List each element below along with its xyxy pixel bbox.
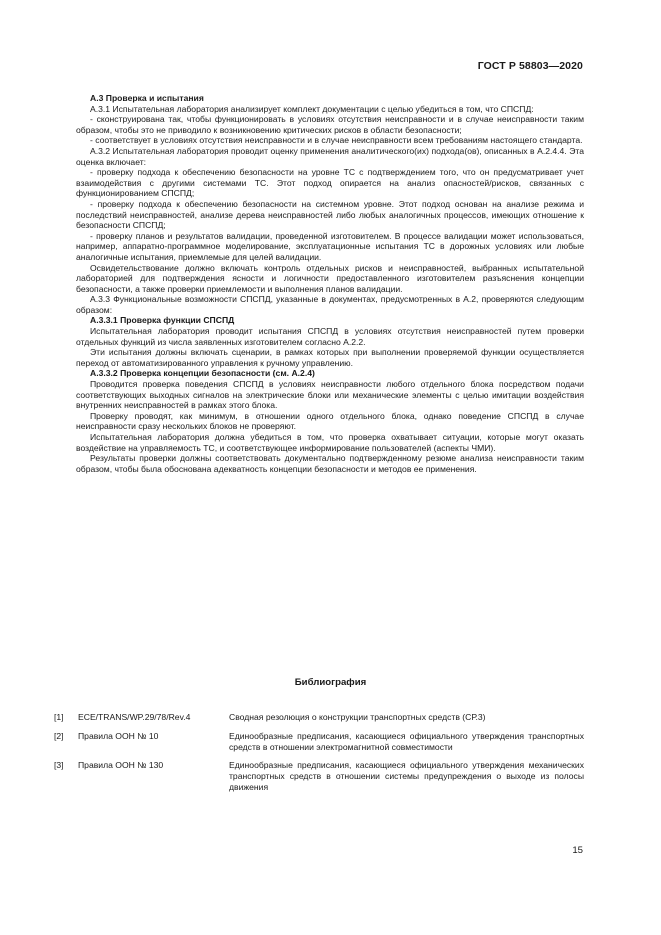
paragraph: Испытательная лаборатория должна убедиться в том, что проверка охватывает ситуации, которые могут оказать воздействие на управляемость ТС, и соответствующее информирование пользователей (аспекты ЧМИ). (76, 432, 584, 453)
list-item: - соответствует в условиях отсутствия неисправности и в случае неисправности всем требованиям настоящего стандарта. (90, 135, 583, 146)
list-item: - сконструирована так, чтобы функционировать в условиях отсутствия неисправности и в случае неисправности таким образом, чтобы это не приводило к возникновению критических рисков в области безопасности; (76, 114, 584, 135)
section-body (76, 93, 584, 474)
bibliography-entry (54, 731, 584, 753)
bibliography-entry (54, 712, 584, 723)
paragraph: Проверку проводят, как минимум, в отношении одного отдельного блока, однако поведение СПСПД в случае неисправности сразу нескольких блоков не проверяют. (76, 410, 584, 432)
paragraph: Освидетельствование должно включать контроль отдельных рисков и неисправностей, выбранных испытательной лабораторией для подтверждения ясности и логичности предоставленного изготовителем разъяснения концепции безопасности, а также проверки приемлемости и выполнения планов валидации. (76, 262, 584, 294)
paragraph: А.3.2 Испытательная лаборатория проводит оценку применения аналитического(их) подхода(ов), описанных в А.2.4.4. Эта оценка включает: (76, 145, 584, 167)
entry-code: Правила ООН № 130 (78, 760, 164, 771)
entry-code: ECE/TRANS/WP.29/78/Rev.4 (78, 712, 191, 722)
subsection-title: А.3.3.1 Проверка функции СПСПД (90, 315, 235, 326)
standard-code-header: ГОСТ Р 58803—2020 (477, 60, 583, 72)
list-item: - проверку подхода к обеспечению безопасности на системном уровне. Этот подход основан на анализе режима и последствий неисправностей, анализе дерева неисправностей либо любых аналогичных процессов, имеющих отношение к безопасности СПСПД; (76, 198, 584, 231)
paragraph: А.3.1 Испытательная лаборатория анализирует комплект документации с целью убедиться в том, что СПСПД: (90, 103, 534, 114)
paragraph: Испытательная лаборатория проводит испытания СПСПД в условиях отсутствия неисправностей путем проверки отдельных функций из числа заявленных изготовителем согласно А.2.2. (76, 326, 584, 347)
entry-description: Единообразные предписания, касающиеся официального утверждения механических транспортных средств в отношении системы предупреждения о выходе из полосы движения (229, 760, 584, 792)
list-item: - проверку подхода к обеспечению безопасности на уровне ТС с подтверждением того, что он предусматривает учет взаимодействия с другими системами ТС. Этот подход опирается на анализ опасностей/рисков, связанных с функционированием СПСПД; (76, 167, 584, 199)
entry-code: Правила ООН № 10 (78, 730, 159, 741)
entry-number: [1] (54, 712, 64, 722)
entry-number: [2] (54, 730, 64, 741)
bibliography-title: Библиография (294, 677, 367, 688)
entry-description: Сводная резолюция о конструкции транспортных средств (СР.3) (229, 712, 486, 722)
bibliography-entry (54, 760, 584, 792)
paragraph: Проводится проверка поведения СПСПД в условиях неисправности любого отдельного блока посредством подачи соответствующих выходных сигналов на электрические блоки или механические элементы с целью имитации воздействия внутренних неисправностей в рамках этого блока. (76, 379, 584, 411)
paragraph: А.3.3 Функциональные возможности СПСПД, указанные в документах, предусмотренных в А.2, проверяются следующим образом: (76, 294, 584, 315)
subsection-title: А.3.3.2 Проверка концепции безопасности (см. А.2.4) (90, 368, 315, 379)
section-title: А.3 Проверка и испытания (90, 93, 204, 103)
list-item: - проверку планов и результатов валидации, проведенной изготовителем. В процессе валидации может использоваться, например, аппаратно-программное моделирование, эксплуатационные испытания ТС в дорожных условиях или любые аналогичные испытания, приемлемые для целей валидации. (76, 230, 584, 262)
entry-description: Единообразные предписания, касающиеся официального утверждения транспортных средств в отношении электромагнитной совместимости (229, 730, 584, 752)
page-number: 15 (572, 845, 583, 856)
bibliography-list (54, 712, 584, 801)
paragraph: Результаты проверки должны соответствовать документально подтвержденному резюме анализа неисправности таким образом, чтобы была обоснована адекватность концепции безопасности и методов ее применения. (76, 453, 584, 474)
paragraph: Эти испытания должны включать сценарии, в рамках которых при выполнении проверяемой функции осуществляется переход от автоматизированного управления к ручному управлению. (76, 347, 584, 368)
entry-number: [3] (54, 760, 64, 771)
